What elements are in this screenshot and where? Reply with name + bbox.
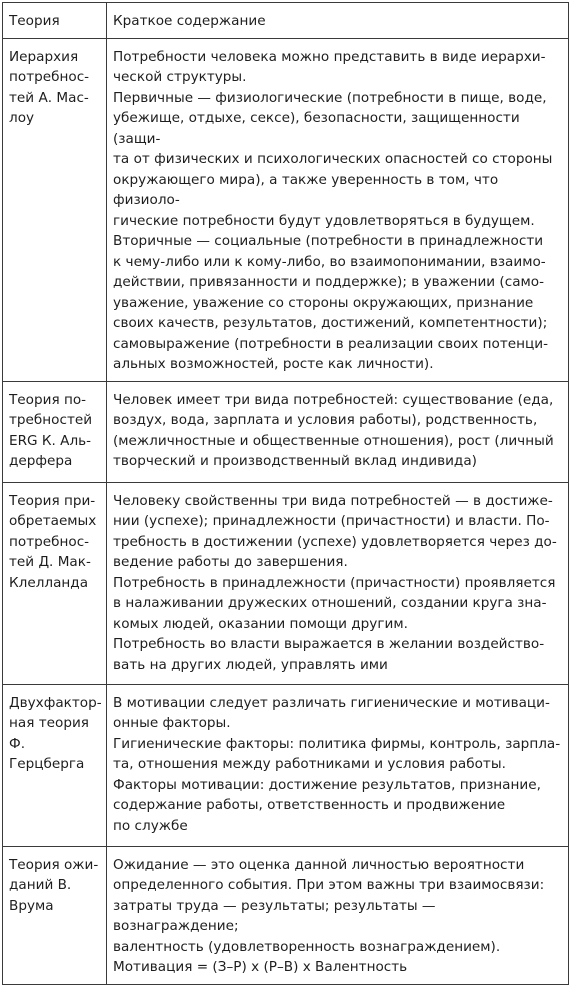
- name-line: Клелланда: [9, 574, 89, 591]
- table-row: [3, 381, 569, 482]
- name-line: Двухфактор-: [9, 694, 102, 711]
- name-line: тей Д. Мак-: [9, 554, 91, 570]
- summary-line: требность в достижении (успехе) удовлетворяется через до-: [113, 533, 557, 550]
- summary-line: Потребность в принадлежности (причастности) проявляется: [113, 574, 556, 591]
- name-line: Теория по-: [9, 391, 87, 408]
- name-line: дерфера: [9, 453, 73, 469]
- name-line: требностей: [9, 412, 93, 428]
- theory-name-herzberg: [3, 684, 107, 846]
- header-summary: Краткое содержание: [107, 3, 569, 39]
- summary-line: нии (успехе); принадлежности (причастности) и власти. По-: [113, 513, 550, 529]
- theory-summary-alderfer: [107, 381, 569, 482]
- summary-line: Человеку свойственны три вида потребностей — в достиже-: [113, 492, 553, 509]
- summary-line: Факторы мотивации: достижение результатов, признание,: [113, 776, 541, 793]
- summary-line: та, отношения между работниками и условия работы.: [113, 756, 506, 772]
- summary-line: альных возможностей, росте как личности).: [113, 356, 434, 372]
- summary-line: определенного события. При этом важны три взаимосвязи:: [113, 877, 545, 893]
- name-line: ная теория: [9, 715, 89, 731]
- table-row: [3, 38, 569, 381]
- summary-line: творческий и производственный вклад индивида): [113, 453, 477, 469]
- theory-table: [2, 2, 569, 985]
- summary-line: онные факторы.: [113, 715, 231, 731]
- theory-name-alderfer: [3, 381, 107, 482]
- name-line: ERG К. Аль-: [9, 432, 92, 449]
- name-line: Иерархия: [9, 48, 79, 65]
- theory-summary-mcclelland: [107, 482, 569, 684]
- summary-line: гические потребности будут удовлетворяться в будущем.: [113, 212, 535, 229]
- summary-line: самовыражение (потребности в реализации своих потенци-: [113, 335, 548, 352]
- summary-line: к чему-либо или к кому-либо, во взаимопонимании, взаимо-: [113, 253, 546, 270]
- name-line: обретаемых: [9, 513, 97, 529]
- theory-name-vroom: [3, 846, 107, 984]
- summary-line: Гигиенические факторы: политика фирмы, контроль, зарпла-: [113, 735, 561, 752]
- summary-line: уважение, уважение со стороны окружающих, признание: [113, 294, 534, 311]
- motivation-formula: Мотивация = (З–Р) х (Р–В) х Валентность: [113, 959, 408, 975]
- theory-summary-herzberg: [107, 684, 569, 846]
- summary-line: вать на других людей, управлять ими: [113, 656, 388, 673]
- table-row: [3, 684, 569, 846]
- table-row: [3, 482, 569, 684]
- summary-line: валентность (удовлетворенность вознаграждением).: [113, 938, 501, 955]
- summary-line: Потребность во власти выражается в желании воздейство-: [113, 636, 545, 652]
- summary-line: убежище, отдыхе, сексе), безопасности, защищенности (защи-: [113, 110, 520, 147]
- summary-line: своих качеств, результатов, достижений, компетентности);: [113, 315, 548, 331]
- summary-line: воздух, вода, зарплата и условия работы), родственность,: [113, 412, 538, 428]
- name-line: лоу: [9, 110, 35, 126]
- summary-line: та от физических и психологических опасностей со стороны: [113, 151, 553, 167]
- summary-line: в налаживании дружеских отношений, создании круга зна-: [113, 595, 547, 611]
- summary-line: содержание работы, ответственность и продвижение: [113, 797, 506, 813]
- name-line: тей А. Мас-: [9, 89, 89, 106]
- name-line: Теория при-: [9, 492, 96, 509]
- name-line: Теория ожи-: [9, 856, 99, 873]
- name-line: Врума: [9, 897, 54, 914]
- table-header-row: [3, 3, 569, 39]
- summary-line: Вторичные — социальные (потребности в принадлежности: [113, 233, 544, 249]
- summary-line: Потребности человека можно представить в виде иерархи-: [113, 48, 546, 65]
- summary-line: действии, привязанности и поддержке); в уважении (само-: [113, 274, 545, 290]
- summary-line: окружающего мира), а также уверенность в том, что физиоло-: [113, 171, 499, 208]
- summary-line: ведение работы до завершения.: [113, 554, 348, 570]
- summary-line: (межличностные и общественные отношения), рост (личный: [113, 432, 554, 449]
- theory-name-mcclelland: [3, 482, 107, 684]
- summary-line: по службе: [113, 817, 188, 834]
- summary-line: Первичные — физиологические (потребности в пище, воде,: [113, 89, 547, 106]
- name-line: даний В.: [9, 877, 72, 893]
- summary-line: В мотивации следует различать гигиенические и мотиваци-: [113, 694, 550, 711]
- theory-summary-vroom: [107, 846, 569, 984]
- theory-summary-maslow: [107, 38, 569, 381]
- name-line: потребнос-: [9, 533, 90, 550]
- summary-line: Ожидание — это оценка данной личностью вероятности: [113, 856, 525, 873]
- theory-name-maslow: [3, 38, 107, 381]
- table-row: [3, 846, 569, 984]
- header-theory: Теория: [3, 3, 107, 39]
- summary-line: затраты труда — результаты; результаты — вознаграждение;: [113, 897, 436, 934]
- name-line: Ф. Герцберга: [9, 735, 85, 772]
- summary-line: комых людей, оказании помощи другим.: [113, 615, 408, 632]
- summary-line: Человек имеет три вида потребностей: существование (еда,: [113, 391, 554, 408]
- summary-line: ческой структуры.: [113, 69, 247, 85]
- name-line: потребнос-: [9, 69, 90, 85]
